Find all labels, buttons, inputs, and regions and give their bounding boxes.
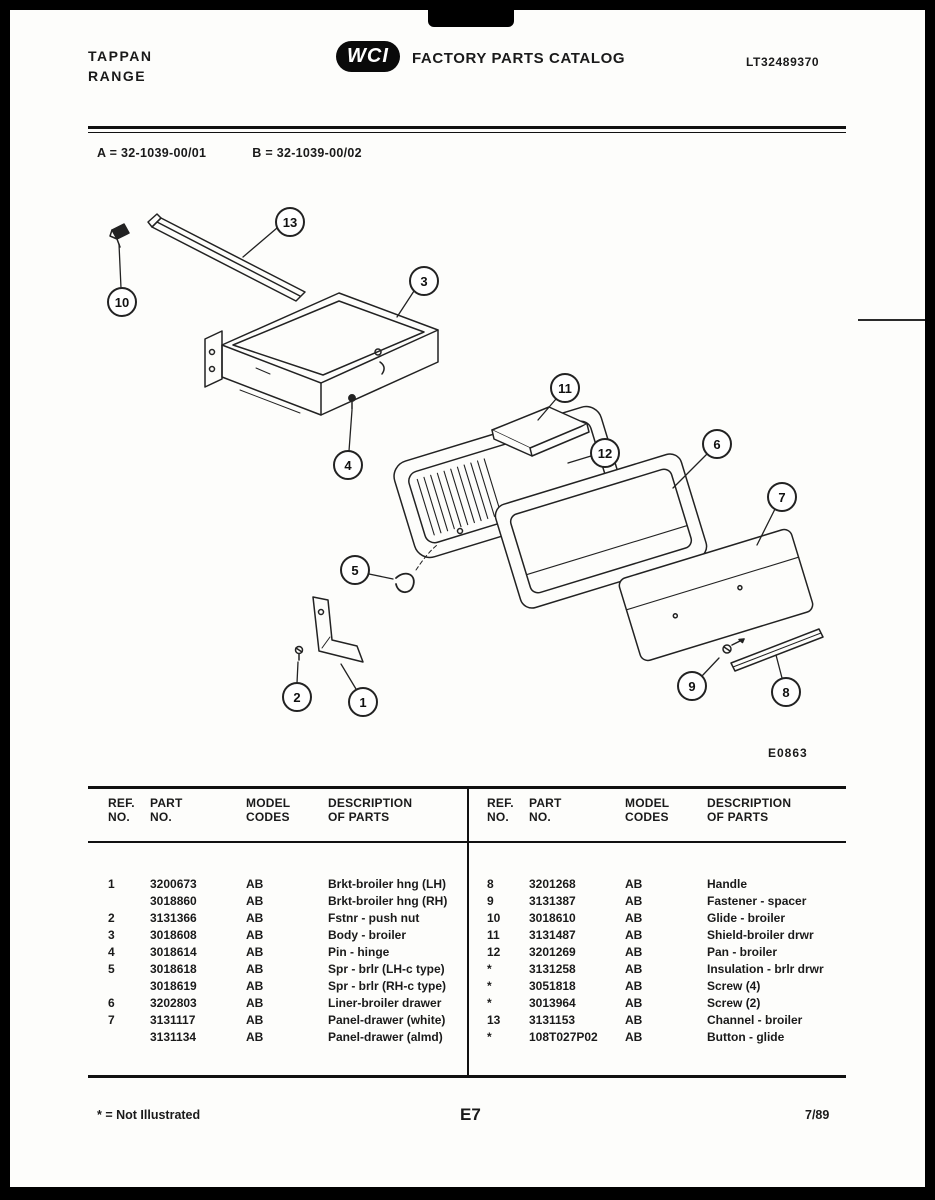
header-text: REF. bbox=[487, 796, 514, 810]
header-text: CODES bbox=[625, 810, 669, 824]
ref-no: 11 bbox=[487, 927, 500, 942]
catalog-title: FACTORY PARTS CATALOG bbox=[412, 50, 626, 67]
part-no: 3200673 bbox=[150, 876, 197, 891]
part-bracket-hinge-1 bbox=[313, 597, 363, 662]
model-codes: AB bbox=[246, 893, 264, 908]
part-no: 108T027P02 bbox=[529, 1029, 598, 1044]
svg-text:8: 8 bbox=[782, 685, 790, 700]
not-illustrated-note: * = Not Illustrated bbox=[97, 1108, 201, 1122]
part-description: Panel-drawer (almd) bbox=[328, 1029, 443, 1044]
header-divider-rule bbox=[88, 126, 846, 133]
ref-no: 5 bbox=[108, 961, 115, 976]
part-no: 3131387 bbox=[529, 893, 576, 908]
model-numbers-line bbox=[97, 146, 362, 160]
page-code: E7 bbox=[460, 1105, 481, 1124]
brand-line1: TAPPAN bbox=[88, 48, 153, 64]
part-description: Fstnr - push nut bbox=[328, 910, 420, 925]
parts-table-left bbox=[88, 789, 467, 1075]
part-description: Panel-drawer (white) bbox=[328, 1012, 446, 1027]
header-description bbox=[699, 796, 846, 824]
header-description bbox=[320, 796, 467, 824]
part-no: 3051818 bbox=[529, 978, 576, 993]
callout-13 bbox=[243, 208, 304, 257]
header-text: OF PARTS bbox=[707, 810, 769, 824]
table-row bbox=[88, 943, 467, 960]
part-description: Screw (4) bbox=[707, 978, 761, 993]
callout-1 bbox=[341, 664, 377, 716]
ref-no: 10 bbox=[487, 910, 501, 925]
part-description: Glide - broiler bbox=[707, 910, 786, 925]
ref-no: * bbox=[487, 978, 492, 993]
header-part-no bbox=[519, 796, 617, 824]
svg-text:3: 3 bbox=[420, 274, 428, 289]
part-no: 3131366 bbox=[150, 910, 197, 925]
table-row bbox=[88, 909, 467, 926]
header-part-no bbox=[140, 796, 238, 824]
header-text: NO. bbox=[150, 810, 172, 824]
svg-text:11: 11 bbox=[558, 381, 572, 396]
model-codes: AB bbox=[246, 961, 264, 976]
exploded-parts-diagram bbox=[10, 180, 925, 780]
model-codes: AB bbox=[246, 944, 264, 959]
part-no: 3018619 bbox=[150, 978, 197, 993]
ref-no: 13 bbox=[487, 1012, 501, 1027]
table-row bbox=[467, 943, 846, 960]
ref-no: 3 bbox=[108, 927, 115, 942]
part-no: 3018610 bbox=[529, 910, 576, 925]
date-code: 7/89 bbox=[805, 1108, 830, 1122]
ref-no: 2 bbox=[108, 910, 115, 925]
scan-artifact-blob bbox=[428, 6, 514, 27]
part-no: 3018614 bbox=[150, 944, 197, 959]
table-row bbox=[88, 892, 467, 909]
table-row bbox=[467, 1011, 846, 1028]
table-row bbox=[467, 909, 846, 926]
svg-text:1: 1 bbox=[359, 695, 367, 710]
header-ref-no bbox=[467, 796, 519, 824]
part-push-nut-2 bbox=[296, 647, 303, 661]
page bbox=[10, 10, 925, 1187]
svg-text:12: 12 bbox=[597, 446, 613, 461]
part-description: Screw (2) bbox=[707, 995, 761, 1010]
svg-text:7: 7 bbox=[778, 490, 786, 505]
table-header-row bbox=[467, 789, 846, 824]
callout-4 bbox=[334, 410, 362, 479]
part-description: Fastener - spacer bbox=[707, 893, 807, 908]
callout-10 bbox=[108, 244, 136, 316]
table-row bbox=[467, 960, 846, 977]
table-row bbox=[467, 926, 846, 943]
header-ref-no bbox=[88, 796, 140, 824]
part-no: 3018860 bbox=[150, 893, 197, 908]
header-text: DESCRIPTION bbox=[328, 796, 413, 810]
brand-name bbox=[88, 46, 152, 86]
model-codes: AB bbox=[246, 995, 264, 1010]
header-text: NO. bbox=[108, 810, 130, 824]
wci-logo: WCI bbox=[336, 41, 400, 72]
table-row bbox=[88, 1011, 467, 1028]
table-row bbox=[88, 875, 467, 892]
parts-table bbox=[88, 786, 846, 1078]
callout-9 bbox=[678, 658, 719, 700]
header-text: NO. bbox=[487, 810, 509, 824]
model-codes: AB bbox=[625, 910, 643, 925]
model-codes: AB bbox=[246, 978, 264, 993]
part-description: Brkt-broiler hng (RH) bbox=[328, 893, 448, 908]
svg-text:13: 13 bbox=[282, 215, 298, 230]
header-text: CODES bbox=[246, 810, 290, 824]
header-model-codes bbox=[617, 796, 699, 824]
header-text: MODEL bbox=[625, 796, 670, 810]
part-no: 3201268 bbox=[529, 876, 576, 891]
part-fastener-spacer-9 bbox=[723, 639, 744, 653]
part-description: Button - glide bbox=[707, 1029, 785, 1044]
ref-no: 1 bbox=[108, 876, 115, 891]
header-text: PART bbox=[529, 796, 562, 810]
table-row bbox=[467, 977, 846, 994]
part-description: Handle bbox=[707, 876, 748, 891]
part-no: 3013964 bbox=[529, 995, 576, 1010]
model-codes: AB bbox=[625, 944, 643, 959]
table-row bbox=[467, 875, 846, 892]
header-text: NO. bbox=[529, 810, 551, 824]
table-row bbox=[88, 994, 467, 1011]
table-header-row bbox=[88, 789, 467, 824]
part-no: 3131487 bbox=[529, 927, 576, 942]
part-description: Channel - broiler bbox=[707, 1012, 803, 1027]
model-codes: AB bbox=[246, 1029, 264, 1044]
svg-text:9: 9 bbox=[688, 679, 696, 694]
part-description: Spr - brlr (LH-c type) bbox=[328, 961, 445, 976]
svg-text:10: 10 bbox=[114, 295, 130, 310]
part-description: Shield-broiler drwr bbox=[707, 927, 814, 942]
part-glide-button-10 bbox=[110, 224, 129, 247]
part-no: 3131153 bbox=[529, 1012, 576, 1027]
ref-no: 4 bbox=[108, 944, 115, 959]
model-codes: AB bbox=[625, 978, 643, 993]
model-codes: AB bbox=[246, 876, 264, 891]
part-description: Pin - hinge bbox=[328, 944, 390, 959]
table-row bbox=[467, 994, 846, 1011]
callout-12 bbox=[568, 439, 619, 467]
callout-6 bbox=[673, 430, 731, 488]
model-codes: AB bbox=[246, 927, 264, 942]
model-codes: AB bbox=[625, 995, 643, 1010]
header-text: OF PARTS bbox=[328, 810, 390, 824]
model-codes: AB bbox=[625, 876, 643, 891]
model-a: A = 32-1039-00/01 bbox=[97, 146, 207, 160]
part-description: Insulation - brlr drwr bbox=[707, 961, 824, 976]
parts-table-right bbox=[467, 789, 846, 1075]
table-row bbox=[467, 892, 846, 909]
table-row bbox=[88, 977, 467, 994]
ref-no: * bbox=[487, 961, 492, 976]
callout-8 bbox=[772, 655, 800, 706]
ref-no: 12 bbox=[487, 944, 501, 959]
model-b: B = 32-1039-00/02 bbox=[252, 146, 362, 160]
ref-no: 7 bbox=[108, 1012, 115, 1027]
header-text: MODEL bbox=[246, 796, 291, 810]
part-description: Body - broiler bbox=[328, 927, 407, 942]
part-no: 3131117 bbox=[150, 1012, 196, 1027]
part-shield-broiler-drawer-11 bbox=[492, 407, 589, 456]
model-codes: AB bbox=[246, 1012, 264, 1027]
part-no: 3131134 bbox=[150, 1029, 197, 1044]
part-no: 3202803 bbox=[150, 995, 197, 1010]
part-no: 3131258 bbox=[529, 961, 576, 976]
header-text: DESCRIPTION bbox=[707, 796, 792, 810]
part-body-broiler-3 bbox=[205, 293, 438, 415]
svg-text:5: 5 bbox=[351, 563, 359, 578]
model-codes: AB bbox=[625, 961, 643, 976]
part-no: 3018608 bbox=[150, 927, 197, 942]
figure-code: E0863 bbox=[768, 746, 808, 760]
callout-2 bbox=[283, 662, 311, 711]
document-number: LT32489370 bbox=[746, 55, 820, 69]
part-description: Spr - brlr (RH-c type) bbox=[328, 978, 447, 993]
svg-text:4: 4 bbox=[344, 458, 352, 473]
part-description: Brkt-broiler hng (LH) bbox=[328, 876, 446, 891]
model-codes: AB bbox=[625, 1012, 643, 1027]
svg-text:6: 6 bbox=[713, 437, 721, 452]
model-codes: AB bbox=[625, 927, 643, 942]
table-rows-left bbox=[88, 875, 467, 1045]
brand-line2: RANGE bbox=[88, 68, 147, 84]
table-row bbox=[88, 926, 467, 943]
model-codes: AB bbox=[625, 1029, 643, 1044]
model-codes: AB bbox=[625, 893, 643, 908]
header-model-codes bbox=[238, 796, 320, 824]
part-description: Pan - broiler bbox=[707, 944, 778, 959]
svg-text:2: 2 bbox=[293, 690, 301, 705]
table-rows-right bbox=[467, 875, 846, 1045]
part-description: Liner-broiler drawer bbox=[328, 995, 442, 1010]
part-spring-broiler-5 bbox=[396, 574, 414, 593]
table-row bbox=[467, 1028, 846, 1045]
part-trim-strip-8 bbox=[731, 629, 823, 671]
callout-5 bbox=[341, 556, 393, 584]
table-row bbox=[88, 960, 467, 977]
ref-no: 8 bbox=[487, 876, 494, 891]
header-text: PART bbox=[150, 796, 183, 810]
table-row bbox=[88, 1028, 467, 1045]
part-no: 3018618 bbox=[150, 961, 197, 976]
header-text: REF. bbox=[108, 796, 135, 810]
ref-no: * bbox=[487, 995, 492, 1010]
ref-no: * bbox=[487, 1029, 492, 1044]
ref-no: 9 bbox=[487, 893, 494, 908]
model-codes: AB bbox=[246, 910, 264, 925]
ref-no: 6 bbox=[108, 995, 115, 1010]
part-no: 3201269 bbox=[529, 944, 576, 959]
callout-3 bbox=[397, 267, 438, 317]
